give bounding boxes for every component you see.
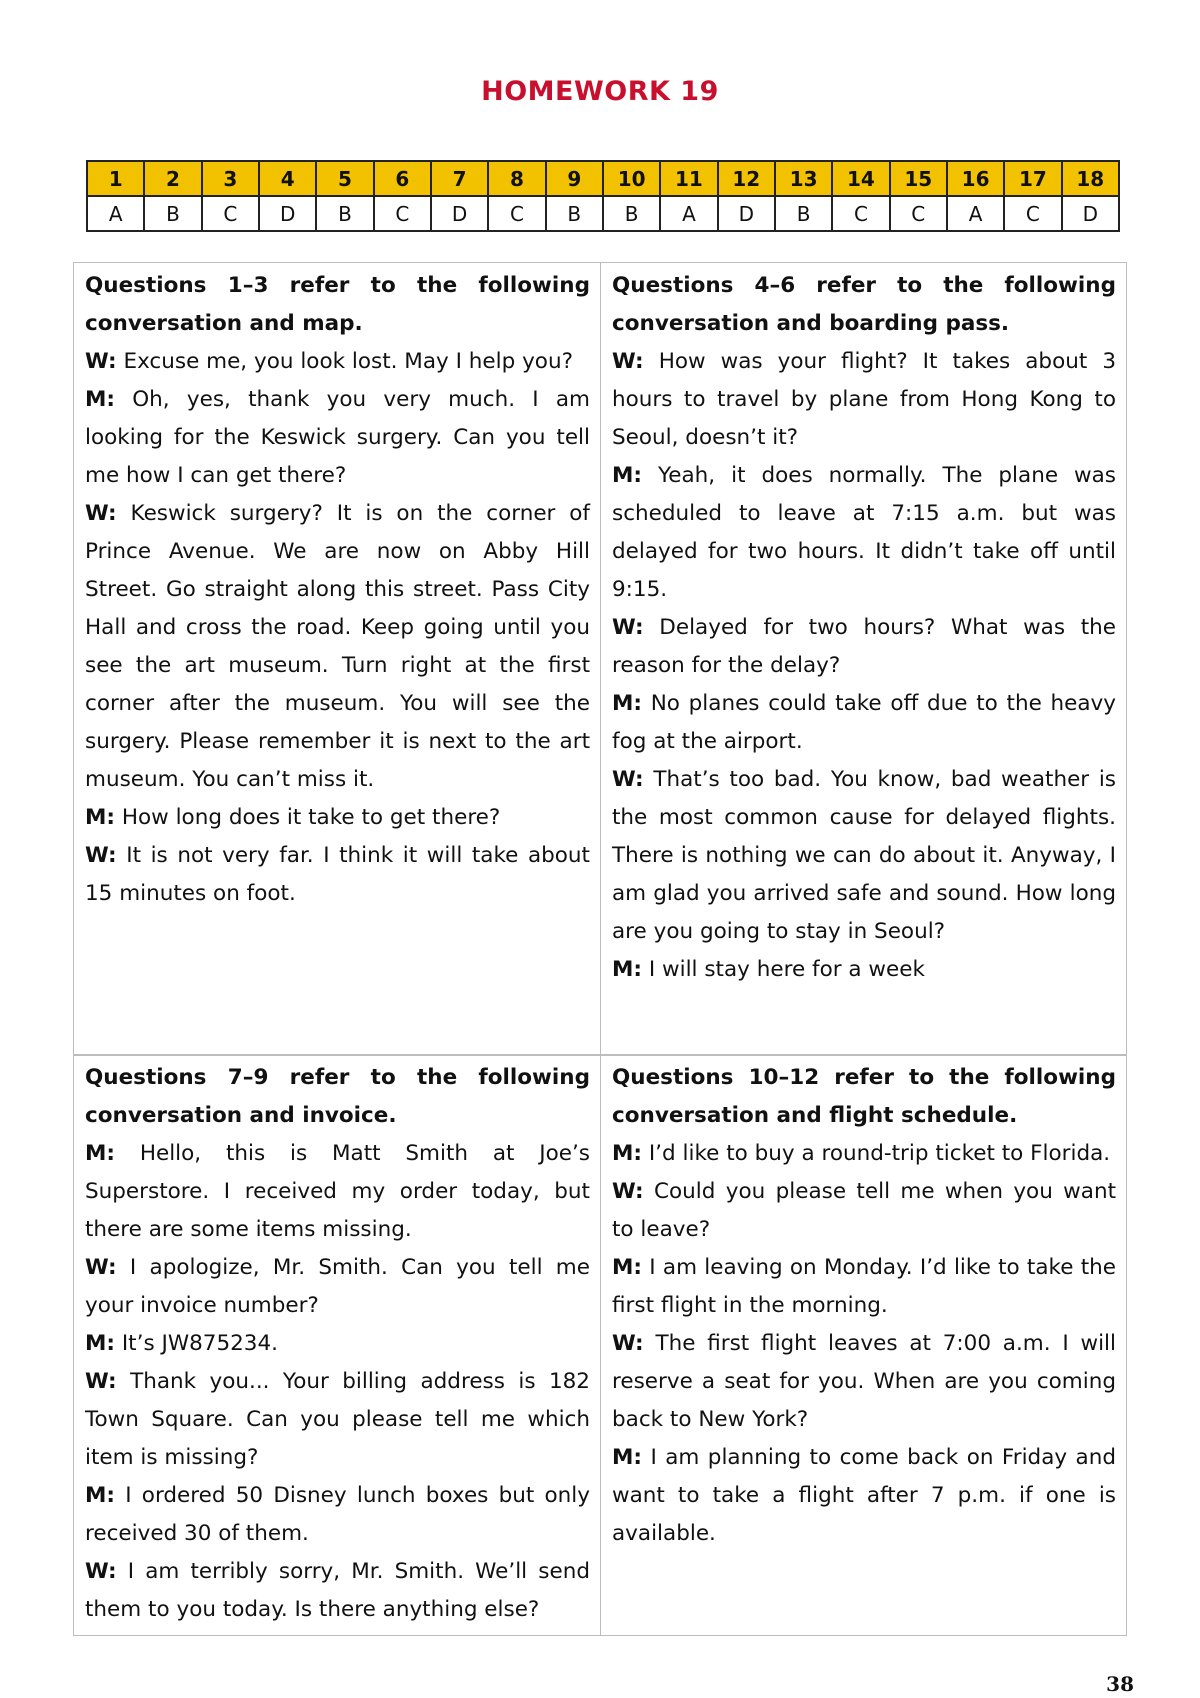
answer-key-answer-cell: B	[546, 196, 603, 231]
section-transcript	[85, 1059, 590, 1629]
answer-key-number-cell: 17	[1004, 161, 1061, 196]
speaker-label: M:	[612, 957, 642, 982]
section-heading: Questions 7–9 refer to the following conversation and invoice.	[85, 1065, 590, 1128]
answer-key-answer-cell: C	[1004, 196, 1061, 231]
answer-key-answer-cell: B	[775, 196, 832, 231]
answer-key-number-cell: 9	[546, 161, 603, 196]
dialogue-text: Yeah, it does normally. The plane was scheduled to leave at 7:15 a.m. but was delayed for two hours. It didn’t take off until 9:15.	[612, 463, 1116, 602]
speaker-label: M:	[612, 1255, 642, 1280]
answer-key-answer-cell: C	[890, 196, 947, 231]
answer-key-answer-cell: D	[431, 196, 488, 231]
answer-key-number-cell: 5	[316, 161, 373, 196]
answer-key-answer-cell: C	[374, 196, 431, 231]
transcript-panel-top	[73, 262, 1127, 1056]
page-number: 38	[1106, 1672, 1134, 1696]
dialogue-text: I apologize, Mr. Smith. Can you tell me your invoice number?	[85, 1255, 590, 1318]
answer-key-answer-cell: D	[259, 196, 316, 231]
section-transcript	[612, 267, 1116, 989]
speaker-label: M:	[85, 387, 115, 412]
answer-key-number-cell: 6	[374, 161, 431, 196]
answer-key-number-cell: 13	[775, 161, 832, 196]
dialogue-text: I am leaving on Monday. I’d like to take the first flight in the morning.	[612, 1255, 1116, 1318]
answer-key-number-cell: 2	[144, 161, 201, 196]
speaker-label: M:	[85, 1331, 115, 1356]
dialogue-text: Excuse me, you look lost. May I help you?	[123, 349, 573, 374]
speaker-label: W:	[612, 767, 644, 792]
section-questions-7-9	[74, 1055, 600, 1635]
answer-key-number-cell: 11	[660, 161, 717, 196]
answer-key-answer-cell: B	[144, 196, 201, 231]
answer-key-number-cell: 3	[202, 161, 259, 196]
answer-key-answer-row	[87, 196, 1119, 231]
dialogue-text: No planes could take off due to the heavy fog at the airport.	[612, 691, 1116, 754]
answer-key-number-cell: 10	[603, 161, 660, 196]
dialogue-text: I am terribly sorry, Mr. Smith. We’ll send them to you today. Is there anything else?	[85, 1559, 590, 1622]
section-questions-1-3	[74, 263, 600, 1055]
answer-key-number-cell: 8	[488, 161, 545, 196]
speaker-label: M:	[85, 1483, 115, 1508]
answer-key-answer-cell: B	[603, 196, 660, 231]
speaker-label: W:	[85, 1559, 117, 1584]
answer-key-number-row	[87, 161, 1119, 196]
section-heading: Questions 1–3 refer to the following conversation and map.	[85, 273, 590, 336]
section-questions-10-12	[600, 1055, 1126, 1635]
dialogue-text: It is not very far. I think it will take about 15 minutes on foot.	[85, 843, 590, 906]
speaker-label: M:	[85, 805, 115, 830]
transcript-panel-bottom	[73, 1054, 1127, 1636]
speaker-label: W:	[85, 1369, 117, 1394]
dialogue-text: The first flight leaves at 7:00 a.m. I will reserve a seat for you. When are you coming back to New York?	[612, 1331, 1116, 1432]
dialogue-text: Could you please tell me when you want to leave?	[612, 1179, 1116, 1242]
dialogue-text: Oh, yes, thank you very much. I am looking for the Keswick surgery. Can you tell me how I can get there?	[85, 387, 590, 488]
speaker-label: M:	[85, 1141, 115, 1166]
section-questions-4-6	[600, 263, 1126, 1055]
answer-key-answer-cell: C	[202, 196, 259, 231]
speaker-label: M:	[612, 691, 642, 716]
answer-key-number-cell: 14	[832, 161, 889, 196]
dialogue-text: How long does it take to get there?	[121, 805, 501, 830]
dialogue-text: I ordered 50 Disney lunch boxes but only received 30 of them.	[85, 1483, 590, 1546]
speaker-label: W:	[85, 843, 117, 868]
section-heading: Questions 10–12 refer to the following conversation and flight schedule.	[612, 1065, 1116, 1128]
answer-key-answer-cell: C	[832, 196, 889, 231]
answer-key-number-cell: 4	[259, 161, 316, 196]
answer-key-answer-cell: A	[660, 196, 717, 231]
answer-key-number-cell: 1	[87, 161, 144, 196]
answer-key-number-cell: 18	[1062, 161, 1119, 196]
answer-key-answer-cell: D	[1062, 196, 1119, 231]
dialogue-text: I will stay here for a week	[648, 957, 925, 982]
section-transcript	[612, 1059, 1116, 1553]
section-heading: Questions 4–6 refer to the following conversation and boarding pass.	[612, 273, 1116, 336]
answer-key-number-cell: 16	[947, 161, 1004, 196]
speaker-label: M:	[612, 1445, 642, 1470]
answer-key-answer-cell: A	[87, 196, 144, 231]
speaker-label: W:	[612, 1331, 644, 1356]
answer-key-answer-cell: A	[947, 196, 1004, 231]
speaker-label: M:	[612, 463, 642, 488]
dialogue-text: Keswick surgery? It is on the corner of Prince Avenue. We are now on Abby Hill Street. Go straight along this street. Pass City Hall and cross the road. Keep going until you see the art museum. Turn right at the first corner after the museum. You will see the surgery. Please remember it is next to the art museum. You can’t miss it.	[85, 501, 590, 792]
dialogue-text: That’s too bad. You know, bad weather is the most common cause for delayed flights. There is nothing we can do about it. Anyway, I am glad you arrived safe and sound. How long are you going to stay in Seoul?	[612, 767, 1116, 944]
dialogue-text: It’s JW875234.	[121, 1331, 278, 1356]
dialogue-text: Thank you... Your billing address is 182 Town Square. Can you please tell me which item is missing?	[85, 1369, 590, 1470]
speaker-label: W:	[85, 501, 117, 526]
answer-key-table	[86, 160, 1120, 232]
speaker-label: M:	[612, 1141, 642, 1166]
speaker-label: W:	[85, 1255, 117, 1280]
answer-key-number-cell: 12	[718, 161, 775, 196]
speaker-label: W:	[85, 349, 117, 374]
speaker-label: W:	[612, 1179, 644, 1204]
speaker-label: W:	[612, 349, 644, 374]
answer-key-number-cell: 7	[431, 161, 488, 196]
answer-key-number-cell: 15	[890, 161, 947, 196]
speaker-label: W:	[612, 615, 644, 640]
dialogue-text: I’d like to buy a round-trip ticket to Florida.	[648, 1141, 1111, 1166]
dialogue-text: I am planning to come back on Friday and want to take a flight after 7 p.m. if one is available.	[612, 1445, 1116, 1546]
dialogue-text: Hello, this is Matt Smith at Joe’s Superstore. I received my order today, but there are some items missing.	[85, 1141, 590, 1242]
answer-key-answer-cell: B	[316, 196, 373, 231]
dialogue-text: Delayed for two hours? What was the reason for the delay?	[612, 615, 1116, 678]
answer-key-answer-cell: D	[718, 196, 775, 231]
answer-key-answer-cell: C	[488, 196, 545, 231]
dialogue-text: How was your flight? It takes about 3 hours to travel by plane from Hong Kong to Seoul, doesn’t it?	[612, 349, 1116, 450]
section-transcript	[85, 267, 590, 913]
page-title: HOMEWORK 19	[481, 76, 719, 107]
